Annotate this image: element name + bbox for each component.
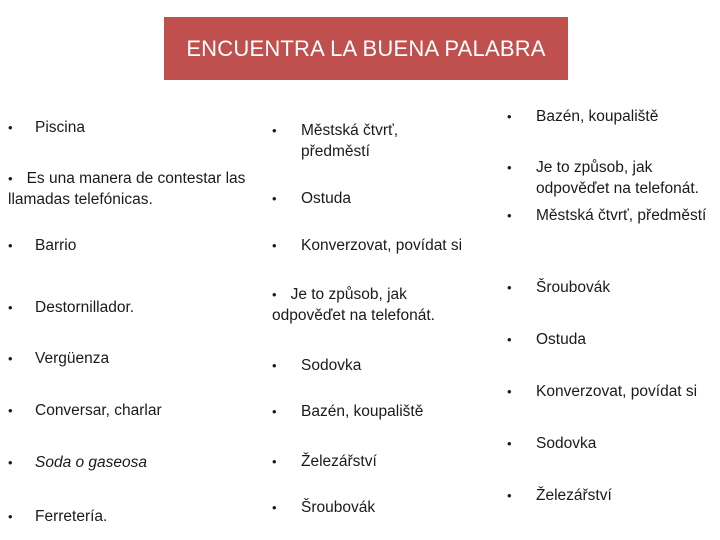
item-text: Vergüenza [35, 350, 110, 367]
bullet: • [507, 160, 512, 175]
spanish-item-1 [8, 117, 248, 138]
bullet: • [272, 500, 277, 515]
bullet: • [272, 454, 277, 469]
bullet: • [272, 238, 277, 253]
czech-item-3 [272, 235, 492, 256]
item-text: Soda o gaseosa [35, 454, 148, 471]
czech-item-7 [272, 451, 472, 472]
bullet: • [507, 109, 512, 124]
bullet: • [507, 384, 512, 399]
spanish-item-3 [8, 235, 248, 256]
item-text: Konverzovat, povídat si [536, 383, 698, 400]
bullet: • [272, 191, 277, 206]
czech-item-6 [272, 401, 472, 422]
bullet: • [8, 455, 13, 470]
czech-item-8 [272, 497, 472, 518]
bullet: • [272, 287, 277, 302]
item-text: Destornillador. [35, 299, 135, 316]
czech-item-1 [272, 120, 422, 162]
item-text: Ferretería. [35, 508, 108, 525]
spanish-item-8 [8, 506, 248, 527]
item-text: Městská čtvrť, předměstí [301, 122, 399, 160]
item-text: Barrio [35, 237, 77, 254]
bullet: • [8, 120, 13, 135]
bullet: • [507, 208, 512, 223]
bullet: • [8, 509, 13, 524]
spanish-item-6 [8, 400, 248, 421]
answer-item-5 [507, 329, 712, 350]
item-text: Je to způsob, jak odpověďet na telefonát. [272, 286, 435, 324]
czech-item-2 [272, 188, 472, 209]
item-text: Železářství [301, 453, 377, 470]
bullet: • [272, 404, 277, 419]
answer-item-1 [507, 106, 712, 127]
answer-item-7 [507, 433, 712, 454]
item-text: Šroubovák [301, 499, 376, 516]
bullet: • [8, 238, 13, 253]
bullet: • [507, 332, 512, 347]
spanish-item-7 [8, 452, 248, 473]
bullet: • [8, 351, 13, 366]
item-text: Es una manera de contestar las llamadas telefónicas. [8, 170, 246, 208]
bullet: • [8, 403, 13, 418]
item-text: Železářství [536, 487, 612, 504]
item-text: Bazén, koupaliště [536, 108, 659, 125]
item-text: Conversar, charlar [35, 402, 162, 419]
bullet: • [8, 171, 13, 186]
answer-item-4 [507, 277, 712, 298]
page-title: ENCUENTRA LA BUENA PALABRA [186, 35, 546, 61]
answer-item-3 [507, 205, 712, 226]
bullet: • [507, 280, 512, 295]
bullet: • [272, 123, 277, 138]
bullet: • [507, 488, 512, 503]
bullet: • [8, 300, 13, 315]
item-text: Konverzovat, povídat si [301, 237, 463, 254]
item-text: Městská čtvrť, předměstí [536, 207, 707, 224]
title-banner [164, 17, 568, 80]
spanish-item-4 [8, 297, 248, 318]
item-text: Šroubovák [536, 279, 611, 296]
item-text: Ostuda [301, 190, 351, 207]
item-text: Sodovka [536, 435, 597, 452]
czech-item-5 [272, 355, 472, 376]
czech-item-4 [272, 284, 472, 326]
spanish-item-2 [8, 168, 248, 210]
item-text: Bazén, koupaliště [301, 403, 424, 420]
item-text: Piscina [35, 119, 85, 136]
answer-item-2 [507, 157, 712, 199]
item-text: Ostuda [536, 331, 586, 348]
bullet: • [507, 436, 512, 451]
item-text: Je to způsob, jak odpověďet na telefonát. [536, 159, 699, 197]
bullet: • [272, 358, 277, 373]
spanish-item-5 [8, 348, 248, 369]
item-text: Sodovka [301, 357, 362, 374]
answer-item-6 [507, 381, 712, 402]
answer-item-8 [507, 485, 712, 506]
